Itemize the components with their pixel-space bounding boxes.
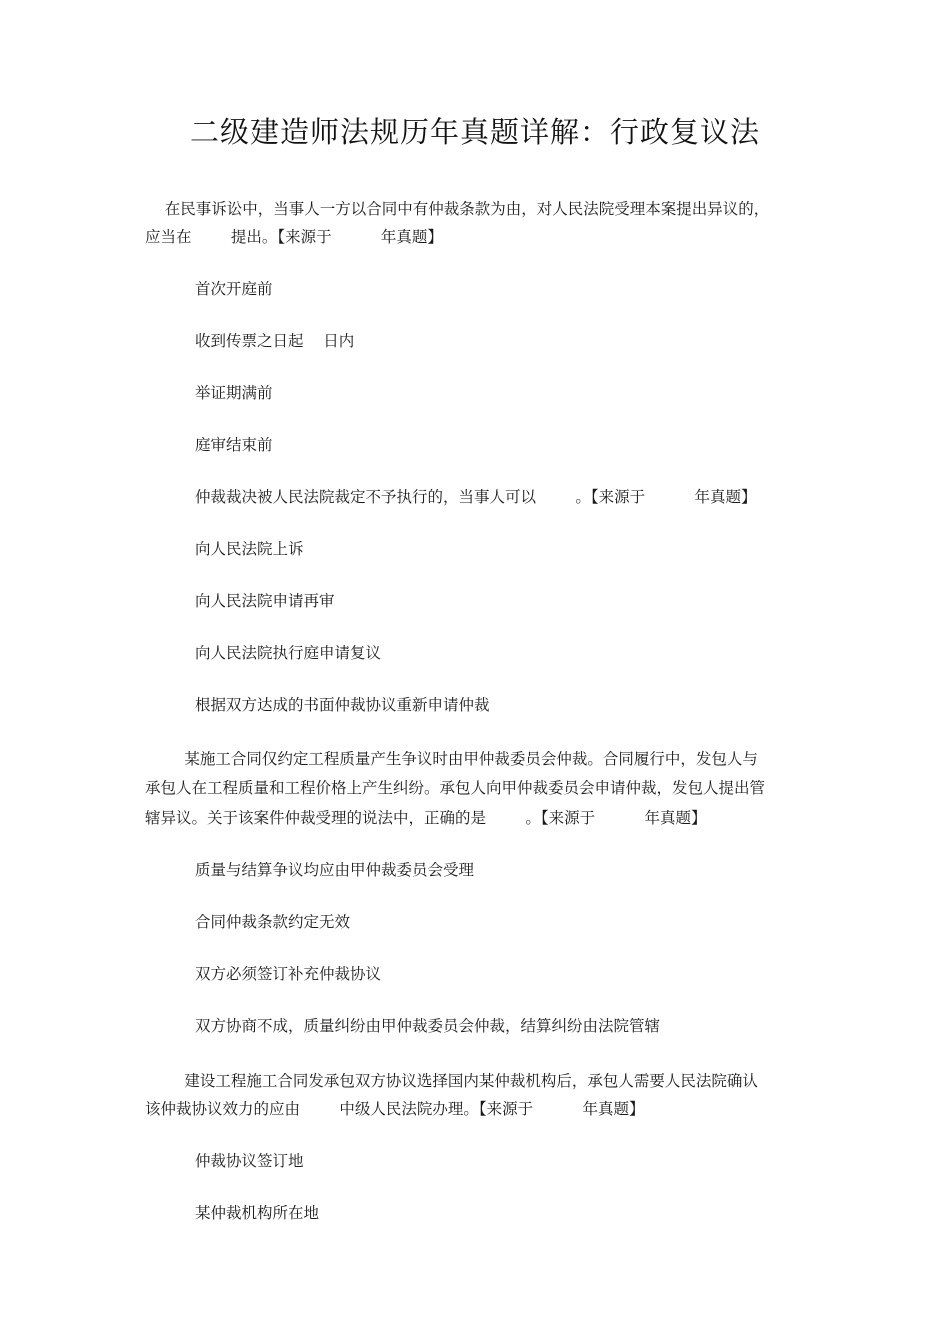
question-4-line-1: 建设工程施工合同发承包双方协议选择国内某仲裁机构后，承包人需要人民法院确认 <box>145 1072 758 1090</box>
question-3-line-2: 承包人在工程质量和工程价格上产生纠纷。承包人向甲仲裁委员会申请仲裁，发包人提出管 <box>145 779 766 797</box>
question-2-option-c: 向人民法院执行庭申请复议 <box>195 644 382 662</box>
question-3-option-a: 质量与结算争议均应由甲仲裁委员会受理 <box>195 861 475 879</box>
question-2-option-b: 向人民法院申请再审 <box>195 592 335 610</box>
question-3-option-d: 双方协商不成，质量纠纷由甲仲裁委员会仲裁，结算纠纷由法院管辖 <box>195 1017 661 1035</box>
question-3-line-3: 辖异议。关于该案件仲裁受理的说法中，正确的是 。【来源于 年真题】 <box>145 809 707 827</box>
question-4-option-b: 某仲裁机构所在地 <box>195 1204 320 1222</box>
question-2-option-d: 根据双方达成的书面仲裁协议重新申请仲裁 <box>195 696 490 714</box>
question-1-option-c: 举证期满前 <box>195 384 273 402</box>
question-4-option-a: 仲裁协议签订地 <box>195 1152 304 1170</box>
question-3-option-b: 合同仲裁条款约定无效 <box>195 913 351 931</box>
question-1-line-2: 应当在 提出。【来源于 年真题】 <box>145 228 443 246</box>
question-2-line-1: 仲裁裁决被人民法院裁定不予执行的，当事人可以 。【来源于 年真题】 <box>195 488 757 506</box>
question-3-option-c: 双方必须签订补充仲裁协议 <box>195 965 382 983</box>
question-1-option-d: 庭审结束前 <box>195 436 273 454</box>
question-1-option-b: 收到传票之日起 日内 <box>195 332 355 350</box>
page-title: 二级建造师法规历年真题详解：行政复议法 <box>189 115 760 149</box>
question-3-line-1: 某施工合同仅约定工程质量产生争议时由甲仲裁委员会仲裁。合同履行中，发包人与 <box>145 750 758 768</box>
question-2-option-a: 向人民法院上诉 <box>195 540 304 558</box>
question-4-line-2: 该仲裁协议效力的应由 中级人民法院办理。【来源于 年真题】 <box>145 1100 645 1118</box>
question-1-option-a: 首次开庭前 <box>195 280 273 298</box>
question-1-line-1: 在民事诉讼中，当事人一方以合同中有仲裁条款为由，对人民法院受理本案提出异议的， <box>145 200 770 218</box>
